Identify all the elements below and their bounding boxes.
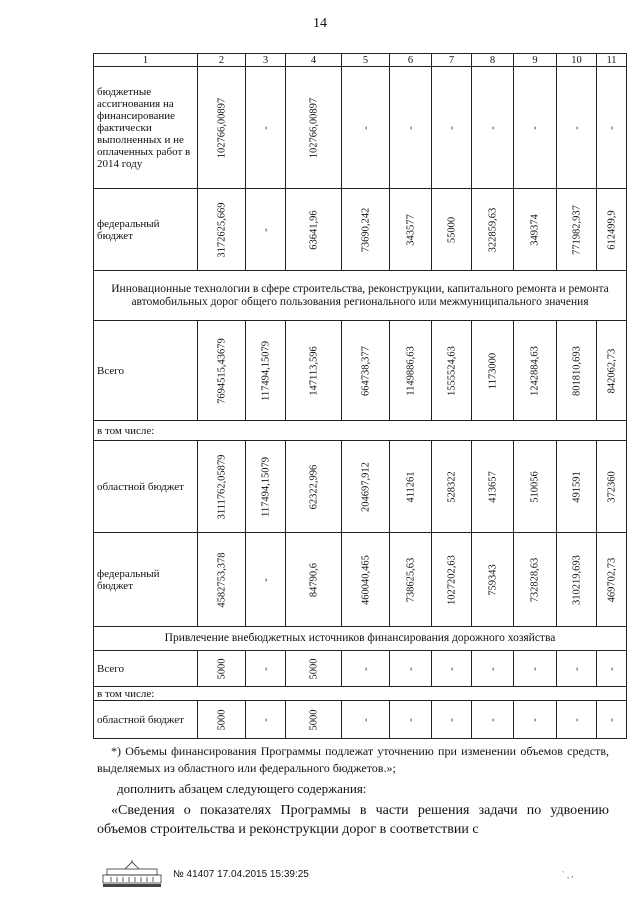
value-cell: [557, 701, 597, 739]
cell-value: -: [606, 125, 617, 130]
section-heading: Инновационные технологии в сфере строительства, реконструкции, капитального ремонта и ремонта автомобильных дорог общего пользования регионального или межмуниципального значения: [94, 271, 627, 321]
table-row: [94, 533, 627, 627]
table-row: [94, 321, 627, 421]
column-number-row: [94, 54, 627, 67]
cell-value: -: [529, 666, 541, 671]
value-cell: [514, 533, 557, 627]
cell-value: 1555524,63: [446, 345, 457, 396]
cell-value: 1242884,63: [529, 345, 541, 396]
column-number: 4: [286, 54, 342, 67]
cell-value: -: [260, 717, 271, 722]
cell-value: -: [360, 125, 371, 130]
value-cell: [390, 67, 432, 189]
value-cell: [342, 321, 390, 421]
cell-value: -: [446, 717, 457, 722]
value-cell: [198, 651, 246, 687]
cell-value: 117494,15079: [260, 340, 271, 401]
value-cell: [472, 701, 514, 739]
value-cell: [557, 651, 597, 687]
cell-value: 5000: [308, 709, 319, 730]
cell-value: 842062,73: [606, 348, 617, 393]
column-number: 5: [342, 54, 390, 67]
subheading: в том числе:: [94, 687, 627, 701]
cell-value: -: [405, 125, 416, 130]
cell-value: 204697,912: [360, 461, 371, 512]
value-cell: [286, 651, 342, 687]
value-cell: [432, 533, 472, 627]
cell-value: 510056: [529, 470, 541, 503]
value-cell: [286, 701, 342, 739]
value-cell: [342, 189, 390, 271]
table-row: [94, 701, 627, 739]
value-cell: [246, 441, 286, 533]
column-number: 3: [246, 54, 286, 67]
cell-value: 4582753,378: [216, 551, 227, 608]
column-number: 8: [472, 54, 514, 67]
value-cell: [557, 533, 597, 627]
cell-value: 62322,996: [308, 464, 319, 509]
value-cell: [472, 533, 514, 627]
cell-value: 84790,6: [308, 562, 319, 597]
column-number: 6: [390, 54, 432, 67]
scan-mark: ` ¸ ,: [562, 870, 574, 879]
column-number: 11: [597, 54, 627, 67]
cell-value: -: [260, 666, 271, 671]
row-label: бюджетные ассигнования на финансирование фактически выполненных и не оплаченных работ в 2014 году: [94, 67, 198, 189]
cell-value: 343577: [405, 213, 416, 246]
document-datetime: 17.04.2015 15:39:25: [217, 869, 309, 880]
value-cell: [342, 533, 390, 627]
cell-value: -: [529, 717, 541, 722]
value-cell: [286, 441, 342, 533]
value-cell: [246, 321, 286, 421]
cell-value: 3172625,669: [216, 201, 227, 258]
cell-value: -: [571, 666, 582, 671]
cell-value: -: [360, 717, 371, 722]
footnote: *) Объемы финансирования Программы подлежат уточнению при изменении объемов средств, выделяемых из областного или федерального бюджетов.»;: [97, 744, 609, 775]
cell-value: 322859,63: [487, 207, 498, 252]
value-cell: [432, 441, 472, 533]
column-number: 9: [514, 54, 557, 67]
value-cell: [286, 533, 342, 627]
value-cell: [472, 321, 514, 421]
value-cell: [472, 651, 514, 687]
table-row: [94, 67, 627, 189]
row-label: Всего: [94, 321, 198, 421]
value-cell: [198, 701, 246, 739]
row-label: областной бюджет: [94, 701, 198, 739]
table-row: [94, 441, 627, 533]
cell-value: -: [446, 666, 457, 671]
section-heading-row: [94, 271, 627, 321]
cell-value: 612499,9: [606, 209, 617, 250]
cell-value: 413657: [487, 470, 498, 503]
cell-value: 1027202,63: [446, 554, 457, 605]
cell-value: 411261: [405, 470, 416, 503]
cell-value: -: [405, 666, 416, 671]
cell-value: 55000: [446, 216, 457, 243]
value-cell: [246, 651, 286, 687]
cell-value: -: [405, 717, 416, 722]
cell-value: 528322: [446, 470, 457, 503]
cell-value: -: [487, 717, 498, 722]
value-cell: [557, 321, 597, 421]
value-cell: [246, 67, 286, 189]
cell-value: 1173000: [487, 352, 498, 389]
cell-value: 349374: [529, 213, 541, 246]
cell-value: 801810,693: [571, 345, 582, 396]
value-cell: [198, 533, 246, 627]
table-row: [94, 651, 627, 687]
cell-value: -: [260, 125, 271, 130]
value-cell: [432, 321, 472, 421]
amendment-instruction: дополнить абзацем следующего содержания:: [117, 781, 367, 796]
page-number: 14: [313, 16, 327, 31]
value-cell: [597, 441, 627, 533]
cell-value: -: [446, 125, 457, 130]
cell-value: 460040,465: [360, 554, 371, 605]
value-cell: [342, 441, 390, 533]
cell-value: 117494,15079: [260, 456, 271, 517]
cell-value: 5000: [308, 658, 319, 679]
subheading: в том числе:: [94, 421, 627, 441]
quoted-paragraph: «Сведения о показателях Программы в части решения задачи по удвоению объемов строительства и реконструкции дорог в соответствии с: [97, 803, 609, 837]
value-cell: [597, 651, 627, 687]
parliament-building-icon: [101, 859, 163, 889]
document-number: № 41407: [173, 869, 215, 880]
cell-value: 310219,693: [571, 554, 582, 605]
cell-value: 732828,63: [529, 557, 541, 602]
cell-value: -: [606, 666, 617, 671]
value-cell: [390, 189, 432, 271]
value-cell: [514, 651, 557, 687]
cell-value: -: [487, 125, 498, 130]
value-cell: [514, 67, 557, 189]
row-label: федеральный бюджет: [94, 533, 198, 627]
cell-value: 5000: [216, 709, 227, 730]
cell-value: 102766,00897: [308, 97, 319, 158]
cell-value: 759343: [487, 563, 498, 596]
cell-value: -: [606, 717, 617, 722]
row-label: Всего: [94, 651, 198, 687]
notes-block: [97, 743, 609, 839]
value-cell: [198, 67, 246, 189]
value-cell: [286, 189, 342, 271]
section-heading-row: [94, 627, 627, 651]
column-number: 7: [432, 54, 472, 67]
value-cell: [514, 701, 557, 739]
cell-value: -: [260, 227, 271, 232]
value-cell: [246, 701, 286, 739]
value-cell: [198, 321, 246, 421]
cell-value: 147113,596: [308, 345, 319, 396]
value-cell: [342, 701, 390, 739]
value-cell: [198, 441, 246, 533]
value-cell: [342, 651, 390, 687]
value-cell: [390, 701, 432, 739]
value-cell: [597, 67, 627, 189]
cell-value: 664738,377: [360, 345, 371, 396]
value-cell: [597, 321, 627, 421]
value-cell: [390, 321, 432, 421]
column-number: 1: [94, 54, 198, 67]
table-row: [94, 189, 627, 271]
cell-value: 372360: [606, 470, 617, 503]
section-heading: Привлечение внебюджетных источников финансирования дорожного хозяйства: [94, 627, 627, 651]
subheading-row: [94, 421, 627, 441]
value-cell: [246, 189, 286, 271]
value-cell: [390, 651, 432, 687]
cell-value: 73690,242: [360, 207, 371, 252]
value-cell: [286, 321, 342, 421]
cell-value: 1149886,63: [405, 345, 416, 396]
column-number: 10: [557, 54, 597, 67]
cell-value: 102766,00897: [216, 97, 227, 158]
value-cell: [514, 441, 557, 533]
value-cell: [246, 533, 286, 627]
value-cell: [514, 189, 557, 271]
cell-value: 3111762,05879: [216, 454, 227, 519]
value-cell: [514, 321, 557, 421]
value-cell: [597, 189, 627, 271]
value-cell: [286, 67, 342, 189]
cell-value: -: [529, 125, 541, 130]
financing-table: [93, 53, 627, 739]
cell-value: 738625,63: [405, 557, 416, 602]
value-cell: [557, 189, 597, 271]
cell-value: -: [260, 577, 271, 582]
value-cell: [198, 189, 246, 271]
cell-value: 5000: [216, 658, 227, 679]
cell-value: -: [571, 125, 582, 130]
value-cell: [472, 189, 514, 271]
row-label: областной бюджет: [94, 441, 198, 533]
value-cell: [472, 441, 514, 533]
value-cell: [390, 533, 432, 627]
value-cell: [557, 67, 597, 189]
document-stamp: [173, 869, 309, 880]
value-cell: [432, 651, 472, 687]
value-cell: [432, 701, 472, 739]
cell-value: 469702,73: [606, 557, 617, 602]
cell-value: 491591: [571, 470, 582, 503]
cell-value: 63641,96: [308, 209, 319, 250]
cell-value: 771982,937: [571, 204, 582, 255]
financing-table-body: [94, 54, 627, 739]
value-cell: [597, 533, 627, 627]
subheading-row: [94, 687, 627, 701]
cell-value: -: [487, 666, 498, 671]
value-cell: [390, 441, 432, 533]
value-cell: [432, 67, 472, 189]
cell-value: -: [360, 666, 371, 671]
value-cell: [557, 441, 597, 533]
value-cell: [342, 67, 390, 189]
column-number: 2: [198, 54, 246, 67]
cell-value: 7694515,43679: [216, 337, 227, 404]
value-cell: [432, 189, 472, 271]
value-cell: [597, 701, 627, 739]
value-cell: [472, 67, 514, 189]
row-label: федеральный бюджет: [94, 189, 198, 271]
cell-value: -: [571, 717, 582, 722]
